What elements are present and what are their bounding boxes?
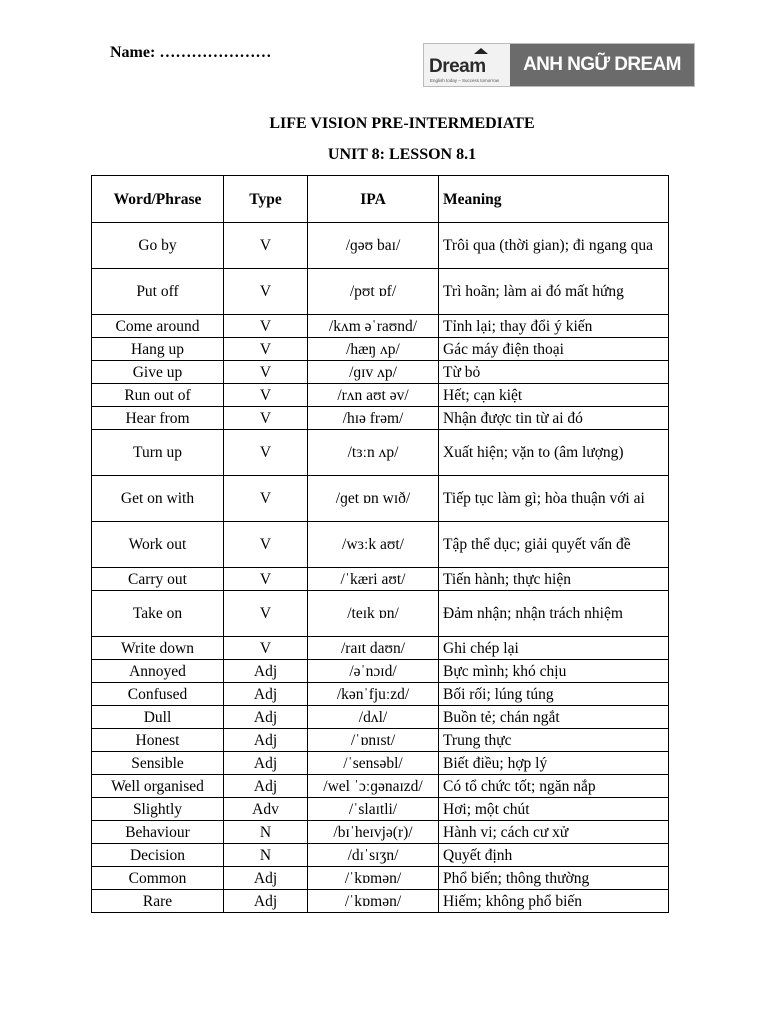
- cell-type: Adj: [224, 867, 308, 890]
- cell-type: V: [224, 637, 308, 660]
- cell-ipa: /hæŋ ʌp/: [308, 338, 439, 361]
- cell-word: Run out of: [92, 384, 224, 407]
- cell-word: Go by: [92, 223, 224, 269]
- cell-meaning: Trôi qua (thời gian); đi ngang qua: [439, 223, 669, 269]
- cell-type: N: [224, 844, 308, 867]
- cell-word: Carry out: [92, 568, 224, 591]
- cell-type: Adj: [224, 752, 308, 775]
- table-row: [92, 821, 669, 844]
- cell-type: N: [224, 821, 308, 844]
- cell-type: V: [224, 407, 308, 430]
- cell-type: V: [224, 338, 308, 361]
- cell-word: Confused: [92, 683, 224, 706]
- cell-ipa: /pʊt ɒf/: [308, 269, 439, 315]
- cell-ipa: /kʌm əˈraʊnd/: [308, 315, 439, 338]
- cell-meaning: Đảm nhận; nhận trách nhiệm: [439, 591, 669, 637]
- cell-type: V: [224, 384, 308, 407]
- table-row: [92, 591, 669, 637]
- cell-meaning: Từ bỏ: [439, 361, 669, 384]
- table-row: [92, 384, 669, 407]
- table-row: [92, 729, 669, 752]
- table-row: [92, 706, 669, 729]
- cell-word: Write down: [92, 637, 224, 660]
- cell-ipa: /wel ˈɔːɡənaɪzd/: [308, 775, 439, 798]
- cell-meaning: Bực mình; khó chịu: [439, 660, 669, 683]
- cell-word: Turn up: [92, 430, 224, 476]
- table-row: [92, 315, 669, 338]
- student-name-label: Name: …………………: [110, 44, 272, 61]
- cell-word: Sensible: [92, 752, 224, 775]
- cell-word: Common: [92, 867, 224, 890]
- table-row: [92, 476, 669, 522]
- cell-meaning: Xuất hiện; vặn to (âm lượng): [439, 430, 669, 476]
- table-row: [92, 223, 669, 269]
- cell-meaning: Hơi; một chút: [439, 798, 669, 821]
- header-word: Word/Phrase: [92, 176, 224, 223]
- table-row: [92, 430, 669, 476]
- cell-type: Adj: [224, 890, 308, 913]
- cell-type: V: [224, 430, 308, 476]
- cell-ipa: /rʌn aʊt əv/: [308, 384, 439, 407]
- cell-meaning: Tiếp tục làm gì; hòa thuận với ai: [439, 476, 669, 522]
- cell-meaning: Buồn tẻ; chán ngắt: [439, 706, 669, 729]
- cell-ipa: /dɪˈsɪʒn/: [308, 844, 439, 867]
- cell-word: Annoyed: [92, 660, 224, 683]
- vocabulary-table: [91, 175, 669, 913]
- cell-type: V: [224, 522, 308, 568]
- cell-type: V: [224, 223, 308, 269]
- graduation-cap-icon: [474, 48, 488, 54]
- cell-meaning: Bối rối; lúng túng: [439, 683, 669, 706]
- cell-word: Well organised: [92, 775, 224, 798]
- cell-word: Behaviour: [92, 821, 224, 844]
- table-row: [92, 361, 669, 384]
- table-row: [92, 798, 669, 821]
- cell-meaning: Trì hoãn; làm ai đó mất hứng: [439, 269, 669, 315]
- cell-ipa: /tɜːn ʌp/: [308, 430, 439, 476]
- cell-type: V: [224, 568, 308, 591]
- cell-word: Give up: [92, 361, 224, 384]
- cell-type: V: [224, 269, 308, 315]
- table-row: [92, 867, 669, 890]
- table-row: [92, 407, 669, 430]
- cell-word: Slightly: [92, 798, 224, 821]
- cell-type: V: [224, 361, 308, 384]
- lesson-title: UNIT 8: LESSON 8.1: [327, 146, 477, 163]
- logo-slogan: English today – Success tomorrow: [430, 78, 500, 83]
- cell-type: Adj: [224, 683, 308, 706]
- table-row: [92, 269, 669, 315]
- brand-logo: [423, 43, 695, 87]
- cell-ipa: /teɪk ɒn/: [308, 591, 439, 637]
- cell-type: V: [224, 315, 308, 338]
- cell-word: Work out: [92, 522, 224, 568]
- table-row: [92, 752, 669, 775]
- cell-ipa: /dʌl/: [308, 706, 439, 729]
- header-ipa: IPA: [308, 176, 439, 223]
- cell-word: Hear from: [92, 407, 224, 430]
- table-row: [92, 568, 669, 591]
- cell-meaning: Biết điều; hợp lý: [439, 752, 669, 775]
- logo-emblem: [424, 44, 510, 86]
- cell-type: Adv: [224, 798, 308, 821]
- cell-ipa: /ˈɒnɪst/: [308, 729, 439, 752]
- table-row: [92, 338, 669, 361]
- logo-brand-text: ANH NGỮ DREAM: [510, 44, 694, 86]
- table-row: [92, 775, 669, 798]
- cell-ipa: /ˈkɒmən/: [308, 867, 439, 890]
- cell-type: Adj: [224, 660, 308, 683]
- cell-word: Decision: [92, 844, 224, 867]
- cell-word: Get on with: [92, 476, 224, 522]
- cell-meaning: Trung thực: [439, 729, 669, 752]
- table-row: [92, 637, 669, 660]
- table-row: [92, 683, 669, 706]
- header-meaning: Meaning: [439, 176, 669, 223]
- cell-ipa: /wɜːk aʊt/: [308, 522, 439, 568]
- cell-ipa: /ɡəʊ baɪ/: [308, 223, 439, 269]
- cell-meaning: Ghi chép lại: [439, 637, 669, 660]
- cell-ipa: /hɪə frəm/: [308, 407, 439, 430]
- cell-word: Put off: [92, 269, 224, 315]
- cell-meaning: Phổ biến; thông thường: [439, 867, 669, 890]
- cell-meaning: Quyết định: [439, 844, 669, 867]
- cell-meaning: Nhận được tin từ ai đó: [439, 407, 669, 430]
- cell-ipa: /bɪˈheɪvjə(r)/: [308, 821, 439, 844]
- cell-word: Hang up: [92, 338, 224, 361]
- cell-meaning: Tiến hành; thực hiện: [439, 568, 669, 591]
- cell-ipa: /ˈsensəbl/: [308, 752, 439, 775]
- cell-meaning: Hết; cạn kiệt: [439, 384, 669, 407]
- cell-word: Take on: [92, 591, 224, 637]
- cell-type: Adj: [224, 706, 308, 729]
- cell-ipa: /kənˈfjuːzd/: [308, 683, 439, 706]
- course-title: LIFE VISION PRE-INTERMEDIATE: [269, 115, 535, 132]
- cell-type: V: [224, 476, 308, 522]
- cell-ipa: /əˈnɔɪd/: [308, 660, 439, 683]
- table-header-row: [92, 176, 669, 223]
- cell-meaning: Có tổ chức tốt; ngăn nắp: [439, 775, 669, 798]
- cell-ipa: /ɡet ɒn wɪð/: [308, 476, 439, 522]
- cell-ipa: /raɪt daʊn/: [308, 637, 439, 660]
- table-row: [92, 522, 669, 568]
- cell-ipa: /ˈslaɪtli/: [308, 798, 439, 821]
- cell-word: Come around: [92, 315, 224, 338]
- cell-ipa: /ɡɪv ʌp/: [308, 361, 439, 384]
- table-row: [92, 660, 669, 683]
- cell-meaning: Hiếm; không phổ biến: [439, 890, 669, 913]
- table-row: [92, 844, 669, 867]
- cell-meaning: Tỉnh lại; thay đổi ý kiến: [439, 315, 669, 338]
- cell-meaning: Hành vi; cách cư xử: [439, 821, 669, 844]
- cell-meaning: Gác máy điện thoại: [439, 338, 669, 361]
- cell-ipa: /ˈkæri aʊt/: [308, 568, 439, 591]
- cell-meaning: Tập thể dục; giải quyết vấn đề: [439, 522, 669, 568]
- cell-word: Dull: [92, 706, 224, 729]
- cell-type: V: [224, 591, 308, 637]
- header-type: Type: [224, 176, 308, 223]
- logo-word: Dream: [429, 56, 486, 77]
- cell-word: Rare: [92, 890, 224, 913]
- cell-ipa: /ˈkɒmən/: [308, 890, 439, 913]
- table-row: [92, 890, 669, 913]
- cell-type: Adj: [224, 729, 308, 752]
- cell-type: Adj: [224, 775, 308, 798]
- cell-word: Honest: [92, 729, 224, 752]
